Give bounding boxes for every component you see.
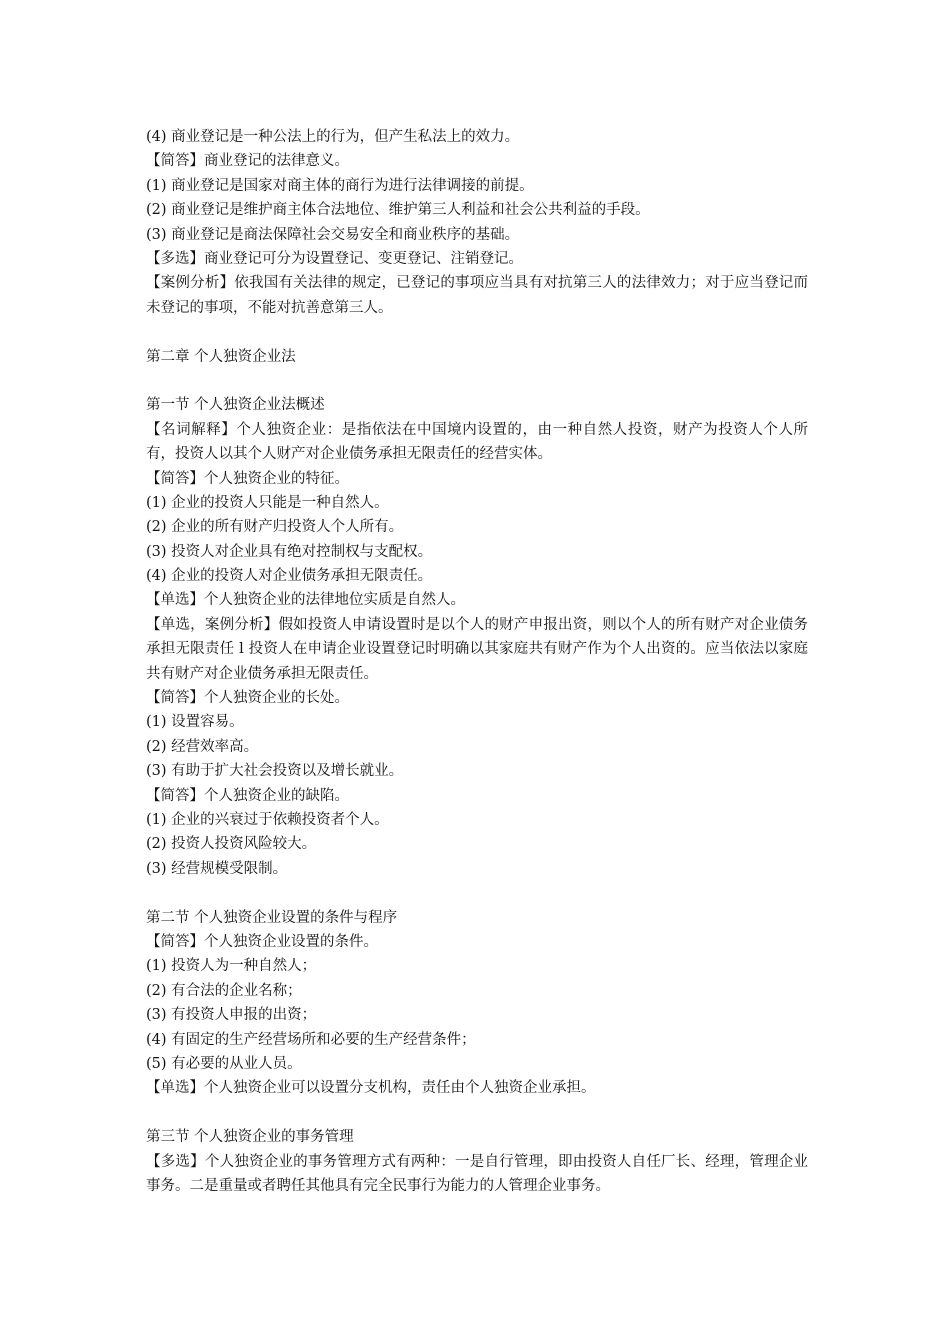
question-item: 【多选】个人独资企业的事务管理方式有两种：一是自行管理，即由投资人自任厂长、经理，管理企业事务。二是重量或者聘任其他具有完全民事行为能力的人管理企业事务。 [146,1153,808,1194]
list-item: (3) 商业登记是商法保障社会交易安全和商业秩序的基础。 [146,226,520,243]
question-item: 【名词解释】个人独资企业：是指依法在中国境内设置的，由一种自然人投资，财产为投资人个人所有，投资人以其个人财产对企业债务承担无限责任的经营实体。 [146,421,808,463]
list-item: (2) 有合法的企业名称； [146,982,302,999]
list-item: (4) 有固定的生产经营场所和必要的生产经营条件； [146,1031,476,1048]
blank-line [146,369,808,393]
question-item: 【单选，案例分析】假如投资人申请设置时是以个人的财产申报出资，则以个人的所有财产对企业债务承担无限责任 l 投资人在申请企业设置登记时明确以其家庭共有财产作为个人出资的。应当依法以家庭共有财产对企业债务承担无限责任。 [146,616,808,682]
chapter-heading: 第二章 个人独资企业法 [146,348,296,365]
list-item: (1) 企业的兴衰过于依赖投资者个人。 [146,812,389,829]
list-item: (1) 企业的投资人只能是一种自然人。 [146,494,389,511]
question-item: 【单选】个人独资企业可以设置分支机构，责任由个人独资企业承担。 [146,1080,596,1097]
list-item: (5) 有必要的从业人员。 [146,1055,302,1072]
section-heading: 第一节 个人独资企业法概述 [146,397,325,414]
question-item: 【简答】商业登记的法律意义。 [146,153,349,170]
question-item: 【案例分析】依我国有关法律的规定，已登记的事项应当具有对抗第三人的法律效力；对于应当登记而未登记的事项，不能对抗善意第三人。 [146,275,808,316]
list-item: (3) 有投资人申报的出资； [146,1007,317,1024]
list-item: (4) 商业登记是一种公法上的行为，但产生私法上的效力。 [146,129,520,145]
question-item: 【单选】个人独资企业的法律地位实质是自然人。 [146,592,465,609]
list-item: (1) 商业登记是国家对商主体的商行为进行法律调接的前提。 [146,177,534,194]
question-item: 【简答】个人独资企业设置的条件。 [146,934,378,950]
list-item: (4) 企业的投资人对企业债务承担无限责任。 [146,568,433,585]
list-item: (1) 投资人为一种自然人； [146,958,317,975]
list-item: (1) 设置容易。 [146,714,244,731]
list-item: (3) 经营规模受限制。 [146,860,288,877]
list-item: (2) 商业登记是维护商主体合法地位、维护第三人利益和社会公共利益的手段。 [146,202,650,219]
question-item: 【简答】个人独资企业的长处。 [146,690,349,707]
section-heading: 第二节 个人独资企业设置的条件与程序 [146,909,398,926]
question-item: 【简答】个人独资企业的特征。 [146,470,349,487]
blank-line [146,320,808,344]
document-page [146,125,808,1198]
list-item: (2) 投资人投资风险较大。 [146,836,317,853]
question-item: 【多选】商业登记可分为设置登记、变更登记、注销登记。 [146,250,523,267]
list-item: (2) 经营效率高。 [146,738,259,755]
list-item: (3) 投资人对企业具有绝对控制权与支配权。 [146,543,433,560]
list-item: (2) 企业的所有财产归投资人个人所有。 [146,519,404,536]
blank-line [146,1101,808,1125]
blank-line [146,881,808,905]
list-item: (3) 有助于扩大社会投资以及增长就业。 [146,763,404,780]
section-heading: 第三节 个人独资企业的事务管理 [146,1129,354,1146]
question-item: 【简答】个人独资企业的缺陷。 [146,787,349,804]
